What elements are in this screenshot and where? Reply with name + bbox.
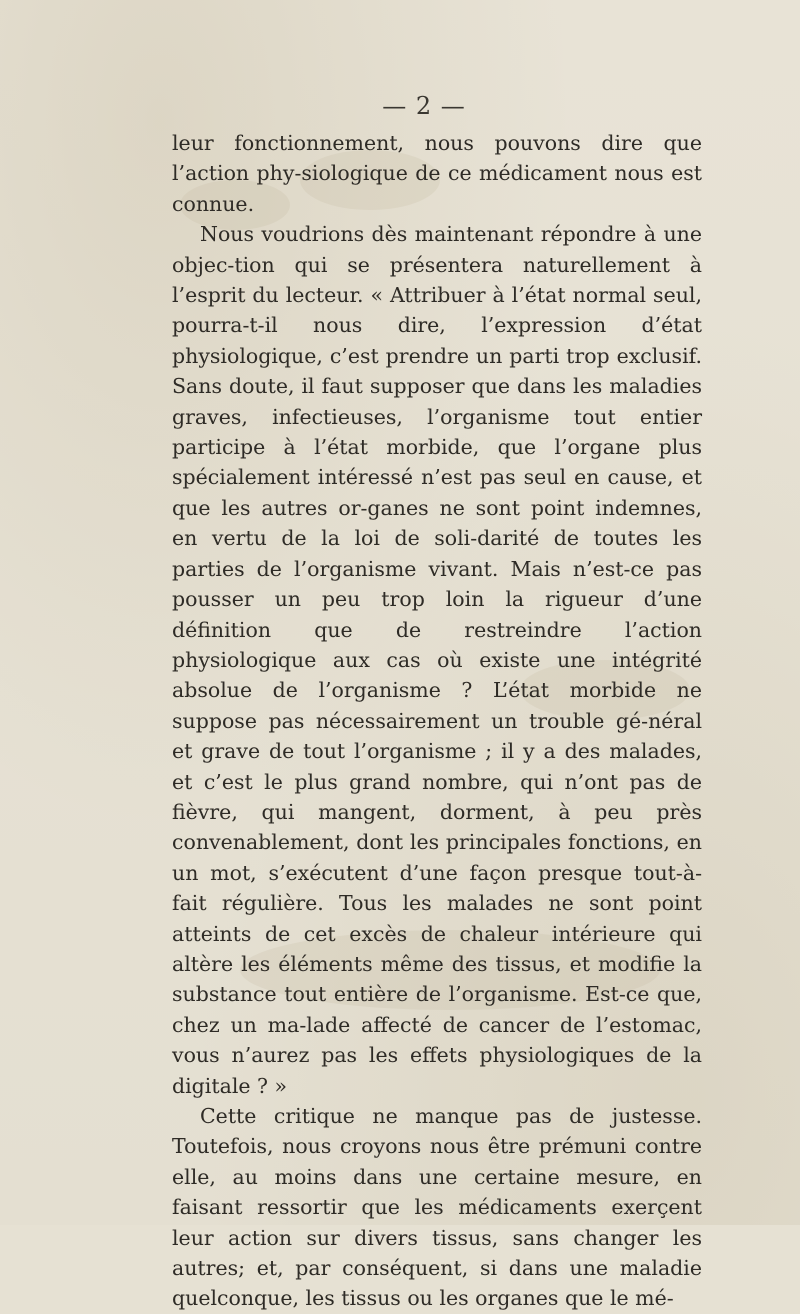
body-text — [172, 128, 702, 1314]
paragraph-2: Nous voudrions dès maintenant répondre à une objec-tion qui se présentera naturellement à l’esprit du lecteur. « Attribuer à l’état normal seul, pourra-t-il nous dire, l’expression d’état physiologique, c’est prendre un parti trop exclusif. Sans doute, il faut supposer que dans les maladies graves, infectieuses, l’organisme tout entier participe à l’état morbide, que l’organe plus spécialement intéressé n’est pas seul en cause, et que les autres or-ganes ne sont point indemnes, en vertu de la loi de soli-darité de toutes les parties de l’organisme vivant. Mais n’est-ce pas pousser un peu trop loin la rigueur d’une définition que de restreindre l’action physiologique aux cas où existe une intégrité absolue de l’organisme ? L’état morbide ne suppose pas nécessairement un trouble gé-néral et grave de tout l’organisme ; il y a des malades, et c’est le plus grand nombre, qui n’ont pas de fièvre, qui mangent, dorment, à peu près convenablement, dont les principales fonctions, en un mot, s’exécutent d’une façon presque tout-à-fait régulière. Tous les malades ne sont point atteints de cet excès de chaleur intérieure qui altère les éléments même des tissus, et modifie la substance tout entière de l’organisme. Est-ce que, chez un ma-lade affecté de cancer de l’estomac, vous n’aurez pas les effets physiologiques de la digitale ? » — [172, 222, 702, 1098]
page-number: — 2 — — [382, 92, 466, 120]
paragraph-1: leur fonctionnement, nous pouvons dire que l’action phy-siologique de ce médicament nous est connue. — [172, 131, 702, 216]
paragraph-3: Cette critique ne manque pas de justesse. Toutefois, nous croyons nous être prémuni contre elle, au moins dans une certaine mesure, en faisant ressortir que les médicaments exerçent leur action sur divers tissus, sans changer les autres; et, par conséquent, si dans une maladie quelconque, les tissus ou les organes que le mé- — [172, 1104, 702, 1311]
